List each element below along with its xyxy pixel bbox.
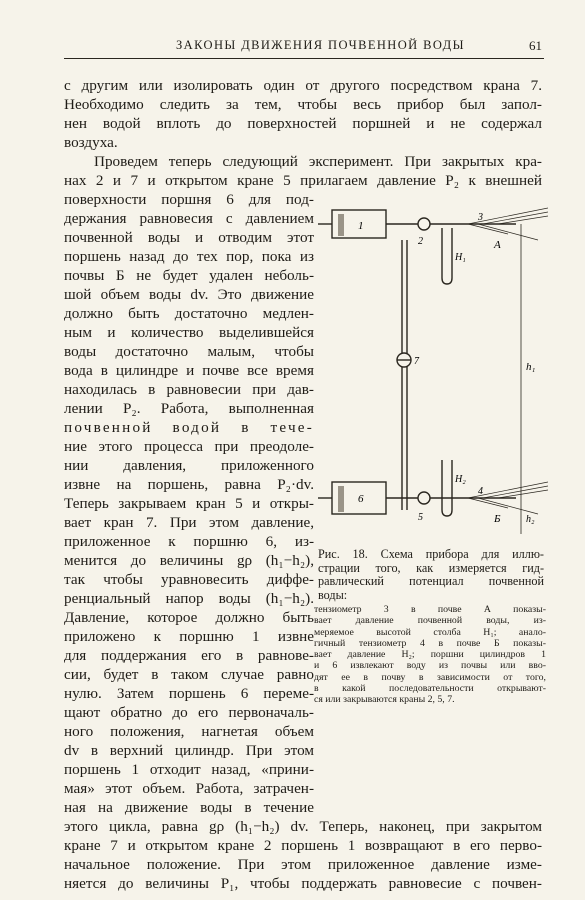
text-line: нах 2 и 7 и открытом кране 5 прилагаем давление P₂ к внешней (64, 172, 542, 189)
text-line: вода в цилиндре и почве все время (64, 362, 314, 379)
text-line: Проведем теперь следующий эксперимент. При закрытых кра- (94, 153, 542, 170)
label-valve-5: 5 (418, 512, 423, 523)
legend-line: дят ее в почву в зависимости от того, (314, 671, 546, 683)
legend-line: гичный тензиометр 4 в почве Б показы- (314, 637, 546, 649)
label-cylinder-6: 6 (358, 493, 364, 505)
text-line: нии давления, приложенного (64, 457, 314, 474)
label-cylinder-1: 1 (358, 220, 364, 232)
text-line: приложенное к поршню 6, из- (64, 533, 314, 550)
text-line: шой объем воды dv. Это движение (64, 286, 314, 303)
legend-line: меряемое высотой столба H₁; анало- (314, 626, 546, 638)
text-line: с другим или изолировать один от другого посредством крана 7. (64, 77, 542, 94)
text-line: извне на поршень, равна P₂·dv. (64, 476, 314, 493)
text-line: начальное положение. При этом приложенное давление изме- (64, 856, 542, 873)
legend-line: вает давление почвенной воды, из- (314, 615, 546, 627)
figure-caption (318, 548, 544, 602)
page-header (64, 36, 544, 59)
text-line: поверхности поршня 6 для под- (64, 191, 314, 208)
label-h1: h₁ (526, 361, 536, 373)
caption-line: равлический потенциал почвенной (318, 574, 544, 588)
text-line: сии, будет в таком случае равно (64, 666, 314, 683)
caption-line: Рис. 18. Схема прибора для иллю- (318, 547, 544, 561)
caption-line: воды: (318, 587, 348, 602)
figure-legend (314, 604, 546, 706)
legend-line: в какой последовательности открывают- (314, 683, 546, 695)
text-line: Необходимо следить за тем, чтобы весь прибор был запол- (64, 96, 542, 113)
running-title: ЗАКОНЫ ДВИЖЕНИЯ ПОЧВЕННОЙ ВОДЫ (176, 38, 465, 52)
label-tensiometer-3: 3 (478, 212, 483, 223)
label-h2: h₂ (526, 514, 535, 525)
text-line: лении P₂. Работа, выполненная (64, 400, 314, 417)
text-line: Теперь закрываем кран 5 и откры- (64, 495, 314, 512)
text-line: нен водой вплоть до поверхностей поршней и не содержал (64, 115, 542, 132)
text-line: нулю. Затем поршень 6 переме- (64, 685, 314, 702)
text-line: для поддержания его в равнове- (64, 647, 314, 664)
text-line: воздуха. (64, 134, 118, 151)
text-line: почвенной водой в тече- (64, 419, 314, 436)
label-soil-b: Б (494, 513, 501, 525)
page-number: 61 (529, 38, 542, 53)
text-line: ние этого процесса при преодоле- (64, 438, 314, 455)
text-line: поршень 1 отходит назад, «прини- (64, 761, 314, 778)
text-line: находилась в равновесии при дав- (64, 381, 314, 398)
text-line: почвы Б не будет удален неболь- (64, 267, 314, 284)
text-line: менится до величины gρ (h₁−h₂), (64, 552, 314, 569)
apparatus-diagram (318, 200, 548, 540)
legend-line: тензиометр 3 в почве А показы- (314, 604, 546, 615)
text-line: так чтобы уравновесить диффе- (64, 571, 314, 588)
text-line: поршень назад до тех пор, пока из (64, 248, 314, 265)
label-soil-a: А (494, 239, 501, 251)
text-line: должно быть достаточно медлен- (64, 305, 314, 322)
text-line: ным и количество выделившейся (64, 324, 314, 341)
label-valve-7: 7 (414, 356, 419, 367)
text-line: Давление, которое должно быть (64, 609, 314, 626)
text-line: держания равновесия с давлением (64, 210, 314, 227)
text-line: ная на движение воды в течение (64, 799, 314, 816)
caption-line: страции того, как измеряется гид- (318, 560, 544, 575)
text-line: кране 7 и открытом кране 2 поршень 1 возвращают в его перво- (64, 837, 542, 854)
text-line: воды достаточно малым, чтобы (64, 343, 314, 360)
text-line: ренциальный напор воды (h₁−h₂). (64, 590, 314, 607)
text-line: ного положения, нагнетая объем (64, 723, 314, 740)
legend-line: и 6 извлекают воду из почвы или вво- (314, 660, 546, 672)
legend-line: ся или закрываются краны 2, 5, 7. (314, 694, 455, 706)
label-valve-2: 2 (418, 236, 423, 247)
label-h2-tube: H₂ (455, 474, 466, 485)
text-line: этого цикла, равна gρ (h₁−h₂) dv. Теперь, наконец, при закрытом (64, 818, 542, 835)
legend-line: вает давление H₂; поршни цилиндров 1 (314, 649, 546, 661)
text-line: вает кран 7. При этом давление, (64, 514, 314, 531)
label-tensiometer-4: 4 (478, 486, 483, 497)
text-line: приложено к поршню 1 извне (64, 628, 314, 645)
text-line: почвенной воды и отводим этот (64, 229, 314, 246)
text-line: няется до величины P₁, чтобы поддержать равновесие с почвен- (64, 875, 542, 892)
text-line: щают обратно до его первоначаль- (64, 704, 314, 721)
text-line: мая» этот объем. Работа, затрачен- (64, 780, 314, 797)
label-h1-tube: H₁ (455, 252, 466, 263)
text-line: dv в верхний цилиндр. При этом (64, 742, 314, 759)
